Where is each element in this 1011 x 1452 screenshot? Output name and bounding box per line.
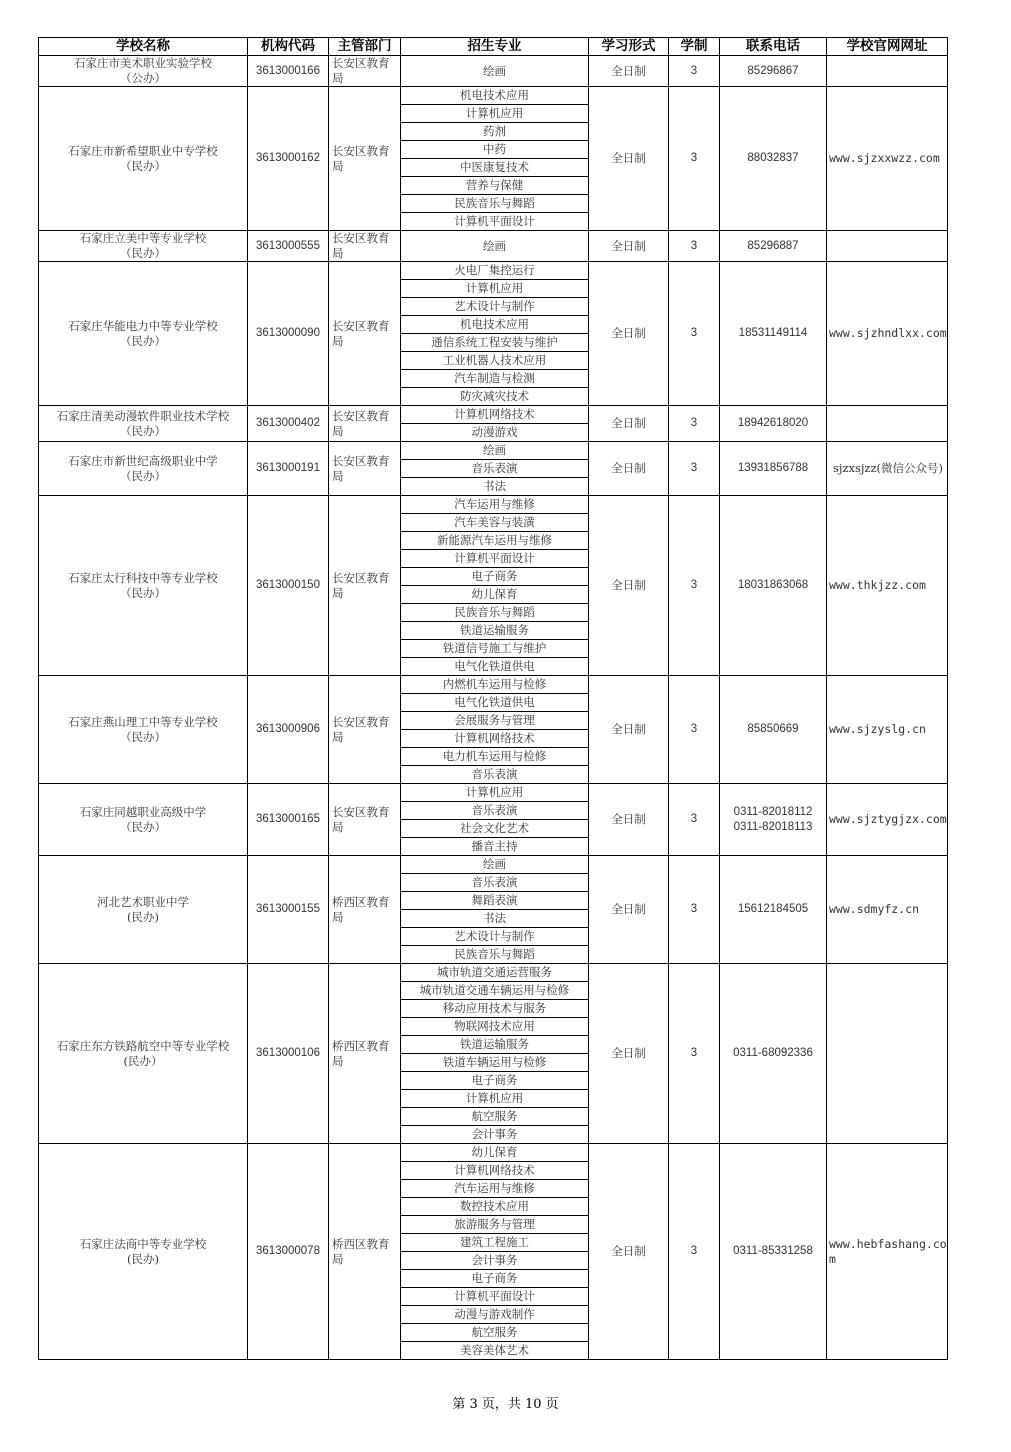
specialty: 数控技术应用 xyxy=(401,1198,589,1216)
specialty: 汽车运用与维修 xyxy=(401,1180,589,1198)
study-length: 3 xyxy=(669,1144,720,1360)
phone-number: 85850669 xyxy=(747,723,799,735)
contact-phone xyxy=(720,856,827,964)
study-length: 3 xyxy=(669,676,720,784)
school-type: （民办） xyxy=(120,246,166,260)
specialty: 铁道车辆运用与检修 xyxy=(401,1054,589,1072)
school-type: (民办） xyxy=(123,1053,163,1068)
specialty: 电力机车运用与检修 xyxy=(401,748,589,766)
specialty: 幼儿保育 xyxy=(401,1144,589,1162)
specialty: 会展服务与管理 xyxy=(401,712,589,730)
school-name: 石家庄市美术职业实验学校 xyxy=(74,56,212,70)
specialty: 计算机网络技术 xyxy=(401,406,589,424)
school-name-cell xyxy=(39,262,248,406)
specialty: 航空服务 xyxy=(401,1324,589,1342)
schools-table xyxy=(38,37,948,1360)
study-form: 全日制 xyxy=(589,231,669,262)
study-form: 全日制 xyxy=(589,784,669,856)
header-dept: 主管部门 xyxy=(329,38,401,56)
study-length: 3 xyxy=(669,262,720,406)
specialty: 书法 xyxy=(401,478,589,496)
school-type: （民办） xyxy=(120,423,166,438)
phone-number: 0311-82018112 xyxy=(733,805,813,818)
table-row xyxy=(39,87,948,105)
table-row xyxy=(39,442,948,460)
study-length: 3 xyxy=(669,964,720,1144)
study-form: 全日制 xyxy=(589,56,669,87)
table-row xyxy=(39,231,948,262)
specialty: 计算机网络技术 xyxy=(401,1162,589,1180)
study-form: 全日制 xyxy=(589,442,669,496)
institution-code: 3613000162 xyxy=(248,87,329,231)
school-type: （民办） xyxy=(120,585,166,600)
specialty: 绘画 xyxy=(401,56,589,87)
institution-code: 3613000078 xyxy=(248,1144,329,1360)
specialty: 中医康复技术 xyxy=(401,159,589,177)
school-website: sjzxsjzz(微信公众号) xyxy=(827,442,948,496)
contact-phone xyxy=(720,406,827,442)
header-code: 机构代码 xyxy=(248,38,329,56)
school-name-cell xyxy=(39,442,248,496)
study-length: 3 xyxy=(669,87,720,231)
contact-phone xyxy=(720,1144,827,1360)
specialty: 工业机器人技术应用 xyxy=(401,352,589,370)
school-website: www.sjzyslg.cn xyxy=(827,676,948,784)
department: 长安区教育局 xyxy=(329,87,401,231)
school-name-cell xyxy=(39,964,248,1144)
table-row xyxy=(39,784,948,802)
specialty: 旅游服务与管理 xyxy=(401,1216,589,1234)
school-name: 石家庄清美动漫软件职业技术学校 xyxy=(56,408,230,423)
phone-number: 13931856788 xyxy=(737,462,809,474)
specialty: 音乐表演 xyxy=(401,874,589,892)
school-name: 石家庄法商中等专业学校 xyxy=(79,1236,207,1251)
school-name: 石家庄市新世纪高级职业中学 xyxy=(68,453,218,468)
specialty: 通信系统工程安装与维护 xyxy=(401,334,589,352)
institution-code: 3613000090 xyxy=(248,262,329,406)
phone-number: 0311-82018113 xyxy=(733,820,813,833)
specialty: 火电厂集控运行 xyxy=(401,262,589,280)
school-type: （民办） xyxy=(120,158,166,173)
department: 桥西区教育局 xyxy=(329,1144,401,1360)
specialty: 绘画 xyxy=(401,442,589,460)
school-website: www.sjztygjzx.com xyxy=(827,784,948,856)
specialty: 计算机应用 xyxy=(401,784,589,802)
school-name-cell xyxy=(39,56,248,87)
institution-code: 3613000150 xyxy=(248,496,329,676)
school-name: 石家庄立美中等专业学校 xyxy=(79,231,207,245)
study-form: 全日制 xyxy=(589,964,669,1144)
school-name-cell xyxy=(39,676,248,784)
phone-number: 18531149114 xyxy=(738,327,808,339)
school-name-cell xyxy=(39,496,248,676)
school-website: www.sjzxxwzz.com xyxy=(827,87,948,231)
school-website xyxy=(827,231,948,262)
specialty: 防灾减灾技术 xyxy=(401,388,589,406)
institution-code: 3613000165 xyxy=(248,784,329,856)
specialty: 机电技术应用 xyxy=(401,87,589,105)
study-length: 3 xyxy=(669,496,720,676)
specialty: 电子商务 xyxy=(401,1072,589,1090)
specialty: 电子商务 xyxy=(401,1270,589,1288)
contact-phone xyxy=(720,784,827,856)
specialty: 汽车运用与维修 xyxy=(401,496,589,514)
table-row xyxy=(39,856,948,874)
department: 长安区教育局 xyxy=(329,442,401,496)
school-type: （民办） xyxy=(120,729,166,744)
specialty: 绘画 xyxy=(401,231,589,262)
school-type: （民办） xyxy=(120,468,166,483)
specialty: 铁道运输服务 xyxy=(401,622,589,640)
specialty: 建筑工程施工 xyxy=(401,1234,589,1252)
study-form: 全日制 xyxy=(589,856,669,964)
study-form: 全日制 xyxy=(589,676,669,784)
study-length: 3 xyxy=(669,442,720,496)
school-name-cell xyxy=(39,856,248,964)
specialty: 计算机应用 xyxy=(401,1090,589,1108)
department: 长安区教育局 xyxy=(329,676,401,784)
school-name-cell xyxy=(39,784,248,856)
specialty: 动漫游戏 xyxy=(401,424,589,442)
study-length: 3 xyxy=(669,856,720,964)
specialty: 艺术设计与制作 xyxy=(401,298,589,316)
specialty: 计算机应用 xyxy=(401,105,589,123)
institution-code: 3613000166 xyxy=(248,56,329,87)
phone-number: 18031863068 xyxy=(737,579,809,591)
specialty: 移动应用技术与服务 xyxy=(401,1000,589,1018)
school-name-cell xyxy=(39,1144,248,1360)
contact-phone xyxy=(720,964,827,1144)
specialty: 绘画 xyxy=(401,856,589,874)
school-name: 石家庄太行科技中等专业学校 xyxy=(68,570,218,585)
table-row xyxy=(39,262,948,280)
school-type: （民办） xyxy=(120,333,166,348)
study-form: 全日制 xyxy=(589,262,669,406)
header-specialty: 招生专业 xyxy=(401,38,589,56)
study-length: 3 xyxy=(669,406,720,442)
specialty: 计算机平面设计 xyxy=(401,213,589,231)
department: 长安区教育局 xyxy=(329,262,401,406)
school-website: www.thkjzz.com xyxy=(827,496,948,676)
specialty: 电气化铁道供电 xyxy=(401,658,589,676)
study-length: 3 xyxy=(669,231,720,262)
header-website: 学校官网网址 xyxy=(827,38,948,56)
specialty: 计算机平面设计 xyxy=(401,550,589,568)
table-row xyxy=(39,56,948,87)
institution-code: 3613000555 xyxy=(248,231,329,262)
specialty: 计算机平面设计 xyxy=(401,1288,589,1306)
specialty: 幼儿保育 xyxy=(401,586,589,604)
school-website xyxy=(827,964,948,1144)
phone-number: 15612184505 xyxy=(737,903,809,915)
specialty: 音乐表演 xyxy=(401,460,589,478)
specialty: 会计事务 xyxy=(401,1126,589,1144)
phone-number: 0311-68092336 xyxy=(733,1047,813,1059)
study-length: 3 xyxy=(669,56,720,87)
specialty: 民族音乐与舞蹈 xyxy=(401,946,589,964)
specialty: 城市轨道交通车辆运用与检修 xyxy=(401,982,589,1000)
study-form: 全日制 xyxy=(589,1144,669,1360)
school-name: 河北艺术职业中学 xyxy=(97,894,189,909)
study-length: 3 xyxy=(669,784,720,856)
specialty: 营养与保健 xyxy=(401,177,589,195)
phone-number: 18942618020 xyxy=(737,417,809,429)
specialty: 美容美体艺术 xyxy=(401,1342,589,1360)
header-form: 学习形式 xyxy=(589,38,669,56)
specialty: 物联网技术应用 xyxy=(401,1018,589,1036)
school-name: 石家庄东方铁路航空中等专业学校 xyxy=(56,1038,230,1053)
school-name-cell xyxy=(39,231,248,262)
department: 长安区教育局 xyxy=(329,496,401,676)
department: 长安区教育局 xyxy=(329,784,401,856)
school-type: (民办) xyxy=(127,1251,159,1266)
specialty: 艺术设计与制作 xyxy=(401,928,589,946)
school-type: （公办） xyxy=(120,71,166,85)
study-form: 全日制 xyxy=(589,406,669,442)
header-row xyxy=(39,38,948,56)
institution-code: 3613000191 xyxy=(248,442,329,496)
specialty: 药剂 xyxy=(401,123,589,141)
study-form: 全日制 xyxy=(589,87,669,231)
specialty: 民族音乐与舞蹈 xyxy=(401,195,589,213)
department: 长安区教育局 xyxy=(329,56,401,87)
specialty: 汽车制造与检测 xyxy=(401,370,589,388)
table-row xyxy=(39,406,948,424)
specialty: 机电技术应用 xyxy=(401,316,589,334)
phone-number: 88032837 xyxy=(747,152,799,164)
header-length: 学制 xyxy=(669,38,720,56)
study-form: 全日制 xyxy=(589,496,669,676)
table-row xyxy=(39,964,948,982)
specialty: 社会文化艺术 xyxy=(401,820,589,838)
specialty: 书法 xyxy=(401,910,589,928)
specialty: 新能源汽车运用与维修 xyxy=(401,532,589,550)
specialty: 音乐表演 xyxy=(401,802,589,820)
school-name: 石家庄市新希望职业中专学校 xyxy=(68,143,218,158)
specialty: 城市轨道交通运营服务 xyxy=(401,964,589,982)
school-name-cell xyxy=(39,406,248,442)
school-website: www.hebfashang.com xyxy=(827,1144,948,1360)
school-type: （民办） xyxy=(120,819,166,834)
contact-phone xyxy=(720,496,827,676)
department: 桥西区教育局 xyxy=(329,856,401,964)
table-row xyxy=(39,676,948,694)
school-website xyxy=(827,406,948,442)
institution-code: 3613000402 xyxy=(248,406,329,442)
school-name: 石家庄同越职业高级中学 xyxy=(79,804,207,819)
contact-phone xyxy=(720,231,827,262)
specialty: 汽车美容与装潢 xyxy=(401,514,589,532)
specialty: 内燃机车运用与检修 xyxy=(401,676,589,694)
department: 桥西区教育局 xyxy=(329,964,401,1144)
institution-code: 3613000106 xyxy=(248,964,329,1144)
phone-number: 0311-85331258 xyxy=(733,1245,813,1257)
specialty: 舞蹈表演 xyxy=(401,892,589,910)
specialty: 铁道信号施工与维护 xyxy=(401,640,589,658)
contact-phone xyxy=(720,262,827,406)
page-footer: 第 3 页，共 10 页 xyxy=(452,1397,559,1412)
school-name: 石家庄华能电力中等专业学校 xyxy=(68,318,218,333)
institution-code: 3613000906 xyxy=(248,676,329,784)
phone-number: 85296887 xyxy=(747,239,799,252)
table-body xyxy=(39,56,948,1360)
specialty: 计算机网络技术 xyxy=(401,730,589,748)
specialty: 电气化铁道供电 xyxy=(401,694,589,712)
institution-code: 3613000155 xyxy=(248,856,329,964)
specialty: 播音主持 xyxy=(401,838,589,856)
table-row xyxy=(39,1144,948,1162)
school-website: www.sjzhndlxx.com xyxy=(827,262,948,406)
contact-phone xyxy=(720,442,827,496)
department: 长安区教育局 xyxy=(329,231,401,262)
specialty: 计算机应用 xyxy=(401,280,589,298)
school-name-cell xyxy=(39,87,248,231)
school-name: 石家庄燕山理工中等专业学校 xyxy=(68,714,218,729)
specialty: 民族音乐与舞蹈 xyxy=(401,604,589,622)
school-website xyxy=(827,56,948,87)
specialty: 会计事务 xyxy=(401,1252,589,1270)
specialty: 音乐表演 xyxy=(401,766,589,784)
phone-number: 85296867 xyxy=(747,64,799,77)
school-website: www.sdmyfz.cn xyxy=(827,856,948,964)
department: 长安区教育局 xyxy=(329,406,401,442)
specialty: 航空服务 xyxy=(401,1108,589,1126)
header-school: 学校名称 xyxy=(39,38,248,56)
contact-phone xyxy=(720,87,827,231)
contact-phone xyxy=(720,676,827,784)
specialty: 电子商务 xyxy=(401,568,589,586)
specialty: 铁道运输服务 xyxy=(401,1036,589,1054)
specialty: 中药 xyxy=(401,141,589,159)
contact-phone xyxy=(720,56,827,87)
school-type: (民办) xyxy=(127,909,159,924)
table-row xyxy=(39,496,948,514)
header-phone: 联系电话 xyxy=(720,38,827,56)
specialty: 动漫与游戏制作 xyxy=(401,1306,589,1324)
